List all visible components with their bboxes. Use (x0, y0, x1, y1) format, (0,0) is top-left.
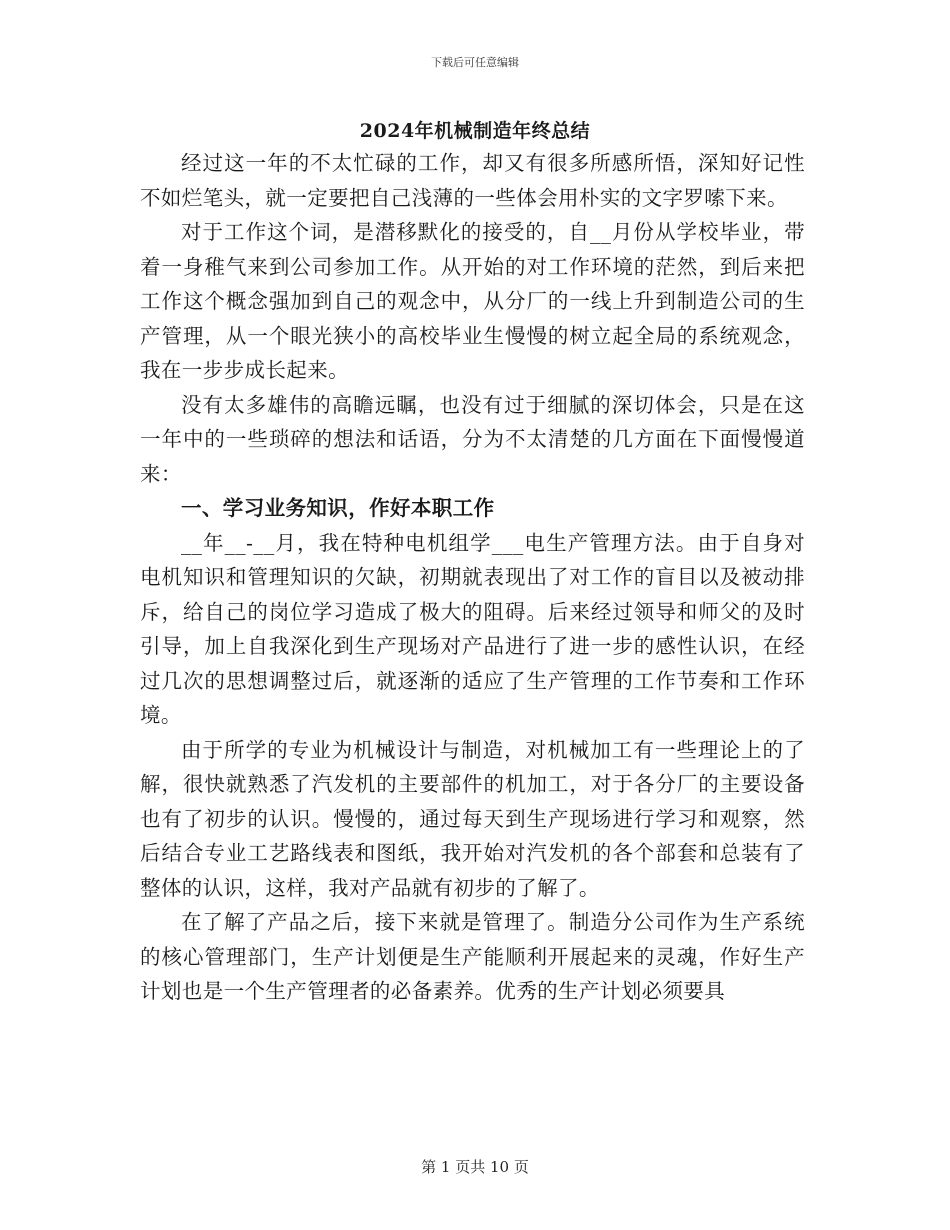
page-header: 下载后可任意编辑 (431, 56, 519, 69)
document-body (140, 146, 805, 1009)
paragraph-section-1: __年__-__月，我在特种电机组学___电生产管理方法。由于自身对电机知识和管理知识的欠缺，初期就表现出了对工作的盲目以及被动排斥，给自己的岗位学习造成了极大的阻碍。后来经过领导和师父的及时引导，加上自我深化到生产现场对产品进行了进一步的感性认识，在经过几次的思想调整过后，就逐渐的适应了生产管理的工作节奏和工作环境。 (140, 530, 805, 727)
paragraph-section-2: 由于所学的专业为机械设计与制造，对机械加工有一些理论上的了解，很快就熟悉了汽发机的主要部件的机加工，对于各分厂的主要设备也有了初步的认识。慢慢的，通过每天到生产现场进行学习和观察，然后结合专业工艺路线表和图纸，我开始对汽发机的各个部套和总装有了整体的认识，这样，我对产品就有初步的了解了。 (140, 737, 805, 900)
page-number: 第 1 页共 10 页 (421, 1158, 529, 1176)
paragraph-intro-1: 经过这一年的不太忙碌的工作，却又有很多所感所悟，深知好记性不如烂笔头，就一定要把自己浅薄的一些体会用朴实的文字罗嗦下来。 (140, 151, 805, 210)
document-title: 2024年机械制造年终总结 (359, 120, 591, 142)
section-heading-1: 一、学习业务知识，作好本职工作 (181, 496, 495, 520)
paragraph-intro-2: 对于工作这个词，是潜移默化的接受的，自__月份从学校毕业，带着一身稚气来到公司参加工作。从开始的对工作环境的茫然，到后来把工作这个概念强加到自己的观念中，从分厂的一线上升到制造公司的生产管理，从一个眼光狭小的高校毕业生慢慢的树立起全局的系统观念，我在一步步成长起来。 (140, 220, 805, 382)
paragraph-section-3: 在了解了产品之后，接下来就是管理了。制造分公司作为生产系统的核心管理部门，生产计划便是生产能顺利开展起来的灵魂，作好生产计划也是一个生产管理者的必备素养。优秀的生产计划必须要具 (140, 910, 805, 1003)
paragraph-intro-3: 没有太多雄伟的高瞻远瞩，也没有过于细腻的深切体会，只是在这一年中的一些琐碎的想法和话语，分为不太清楚的几方面在下面慢慢道来： (140, 392, 805, 486)
